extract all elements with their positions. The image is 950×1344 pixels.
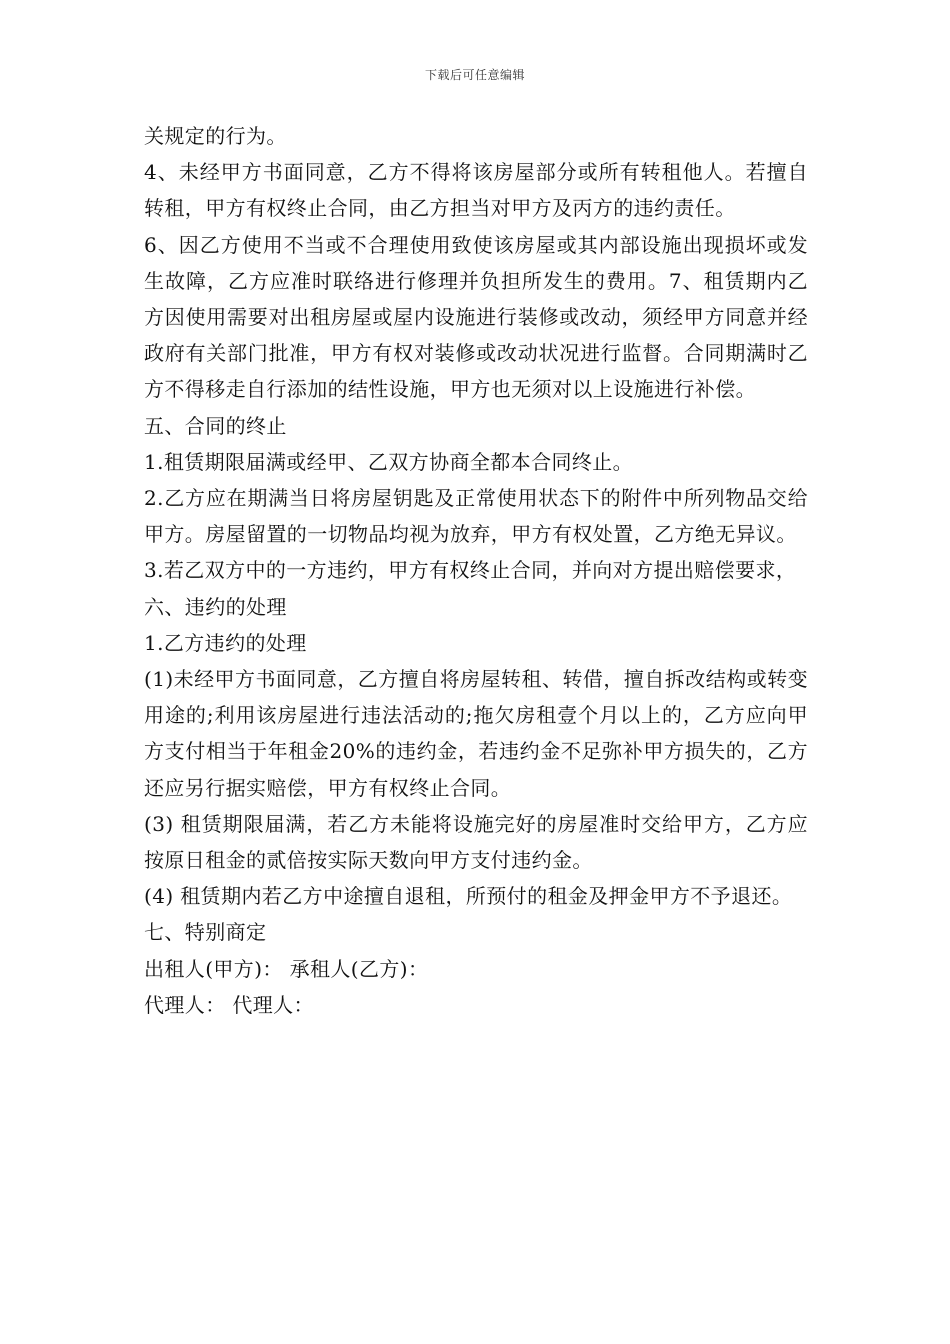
section-5-heading: 五、合同的终止 bbox=[144, 413, 287, 438]
signature-agents-line: 代理人： 代理人： bbox=[144, 992, 314, 1017]
document-body bbox=[144, 118, 808, 1023]
breach-item-3: (3) 租赁期限届满，若乙方未能将设施完好的房屋准时交给甲方，乙方应按原日租金的贰倍按实际天数向甲方支付违约金。 bbox=[144, 811, 808, 873]
termination-item-1: 1.租赁期限届满或经甲、乙双方协商全都本合同终止。 bbox=[144, 449, 634, 474]
section-7-heading: 七、特别商定 bbox=[144, 920, 267, 945]
breach-item-1: (1)未经甲方书面同意，乙方擅自将房屋转租、转借，擅自拆改结构或转变用途的;利用该房屋进行违法活动的;拖欠房租壹个月以上的，乙方应向甲方支付相当于年租金20%的违约金，若违约金不足弥补甲方损失的，乙方还应另行据实赔偿，甲方有权终止合同。 bbox=[144, 667, 808, 800]
breach-subheading-1: 1.乙方违约的处理 bbox=[144, 630, 307, 655]
breach-item-4: (4) 租赁期内若乙方中途擅自退租，所预付的租金及押金甲方不予退还。 bbox=[144, 884, 793, 909]
termination-item-2: 2.乙方应在期满当日将房屋钥匙及正常使用状态下的附件中所列物品交给甲方。房屋留置的一切物品均视为放弃，甲方有权处置，乙方绝无异议。 bbox=[144, 486, 808, 547]
section-6-heading: 六、违约的处理 bbox=[144, 594, 287, 619]
clause-4-sublease: 4、未经甲方书面同意，乙方不得将该房屋部分或所有转租他人。若擅自转租，甲方有权终止合同，由乙方担当对甲方及丙方的违约责任。 bbox=[144, 160, 808, 221]
termination-item-3: 3.若乙双方中的一方违约，甲方有权终止合同，并向对方提出赔偿要求， bbox=[144, 558, 797, 583]
clause-6-7-repair-renovation: 6、因乙方使用不当或不合理使用致使该房屋或其内部设施出现损坏或发生故障，乙方应准时联络进行修理并负担所发生的费用。7、租赁期内乙方因使用需要对出租房屋或屋内设施进行装修或改动，须经甲方同意并经政府有关部门批准，甲方有权对装修或改动状况进行监督。合同期满时乙方不得移走自行添加的结性设施，甲方也无须对以上设施进行补偿。 bbox=[144, 232, 808, 402]
paragraph-continuation: 关规定的行为。 bbox=[144, 124, 287, 148]
page-header: 下载后可任意编辑 bbox=[424, 68, 525, 82]
signature-parties-line: 出租人(甲方)： 承租人(乙方)： bbox=[144, 956, 429, 981]
